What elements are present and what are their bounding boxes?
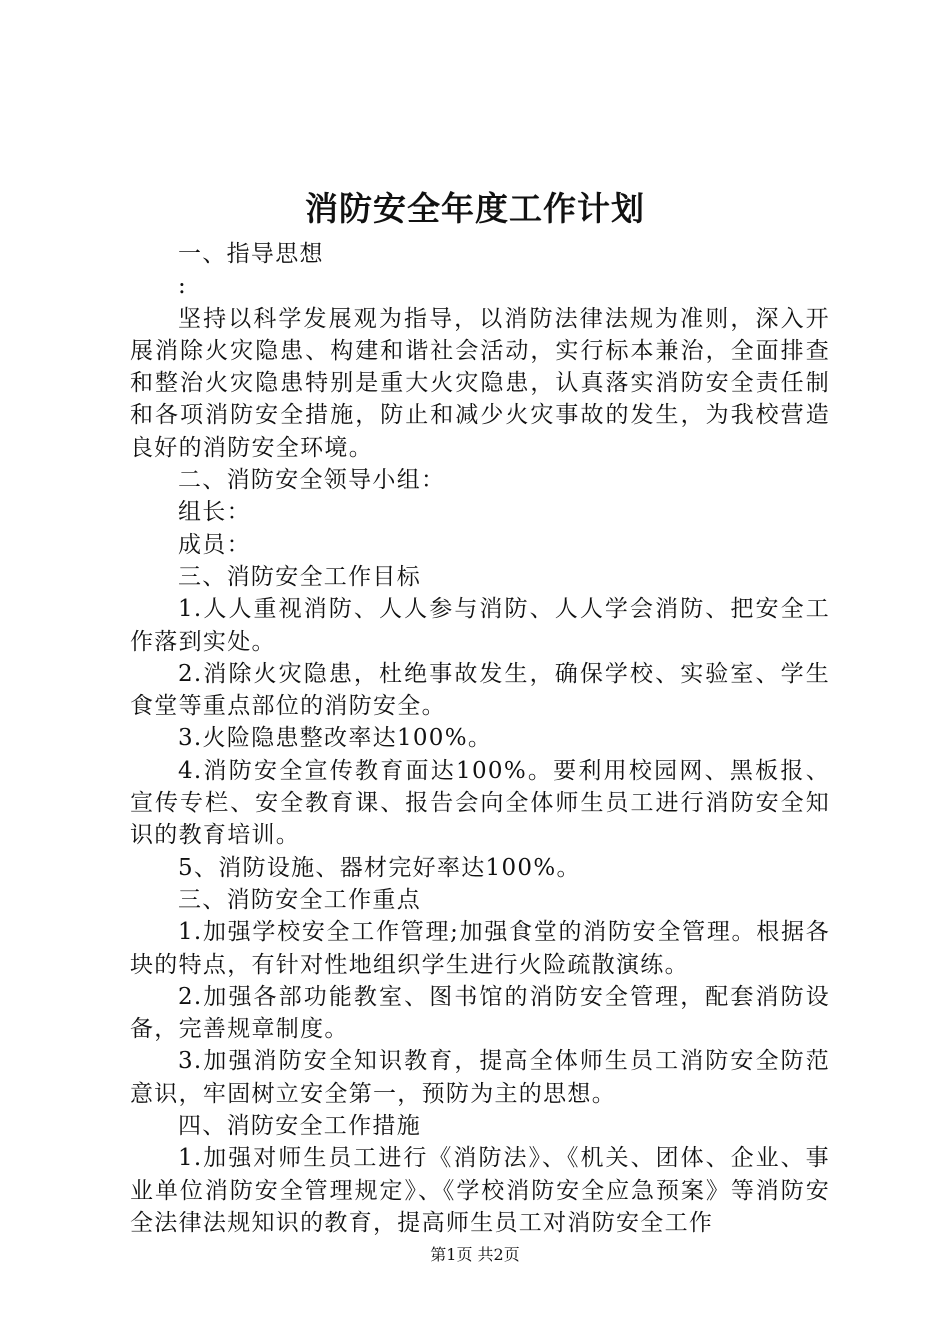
paragraph: 成员：: [178, 531, 251, 558]
section-heading: 三、消防安全工作重点: [178, 886, 421, 913]
list-item: 4.消防安全宣传教育面达100%。要利用校园网、黑板报、宣传专栏、安全教育课、报告会向全体师生员工进行消防安全知识的教育培训。: [130, 757, 830, 849]
paragraph: 组长：: [178, 499, 251, 526]
document-title: 消防安全年度工作计划: [305, 189, 645, 228]
section-heading: 二、消防安全领导小组：: [178, 467, 446, 494]
list-item: 2.加强各部功能教室、图书馆的消防安全管理，配套消防设备，完善规章制度。: [130, 983, 830, 1043]
list-item: 3.火险隐患整改率达100%。: [178, 725, 493, 752]
document-body: [130, 238, 830, 1239]
list-item: 1.加强对师生员工进行《消防法》、《机关、团体、企业、事业单位消防安全管理规定》、《学校消防安全应急预案》等消防安全法律法规知识的教育，提高师生员工对消防安全工作: [130, 1145, 830, 1236]
section-heading: 四、消防安全工作措施: [178, 1113, 421, 1140]
section-heading: 三、消防安全工作目标: [178, 563, 421, 590]
list-item: 1.人人重视消防、人人参与消防、人人学会消防、把安全工作落到实处。: [130, 596, 830, 655]
section-heading: 一、指导思想: [178, 241, 324, 267]
paragraph: :: [178, 273, 188, 300]
list-item: 2.消除火灾隐患，杜绝事故发生，确保学校、实验室、学生食堂等重点部位的消防安全。: [130, 660, 830, 720]
list-item: 5、消防设施、器材完好率达100%。: [178, 854, 581, 881]
page-footer: 第1页 共2页: [430, 1245, 520, 1264]
list-item: 1.加强学校安全工作管理;加强食堂的消防安全管理。根据各块的特点，有针对性地组织学生进行火险疏散演练。: [130, 919, 830, 978]
paragraph: 坚持以科学发展观为指导，以消防法律法规为准则，深入开展消除火灾隐患、构建和谐社会活动，实行标本兼治，全面排查和整治火灾隐患特别是重大火灾隐患，认真落实消防安全责任制和各项消防安全措施，防止和减少火灾事故的发生，为我校营造良好的消防安全环境。: [130, 305, 830, 461]
list-item: 3.加强消防安全知识教育，提高全体师生员工消防安全防范意识，牢固树立安全第一，预防为主的思想。: [130, 1048, 830, 1107]
